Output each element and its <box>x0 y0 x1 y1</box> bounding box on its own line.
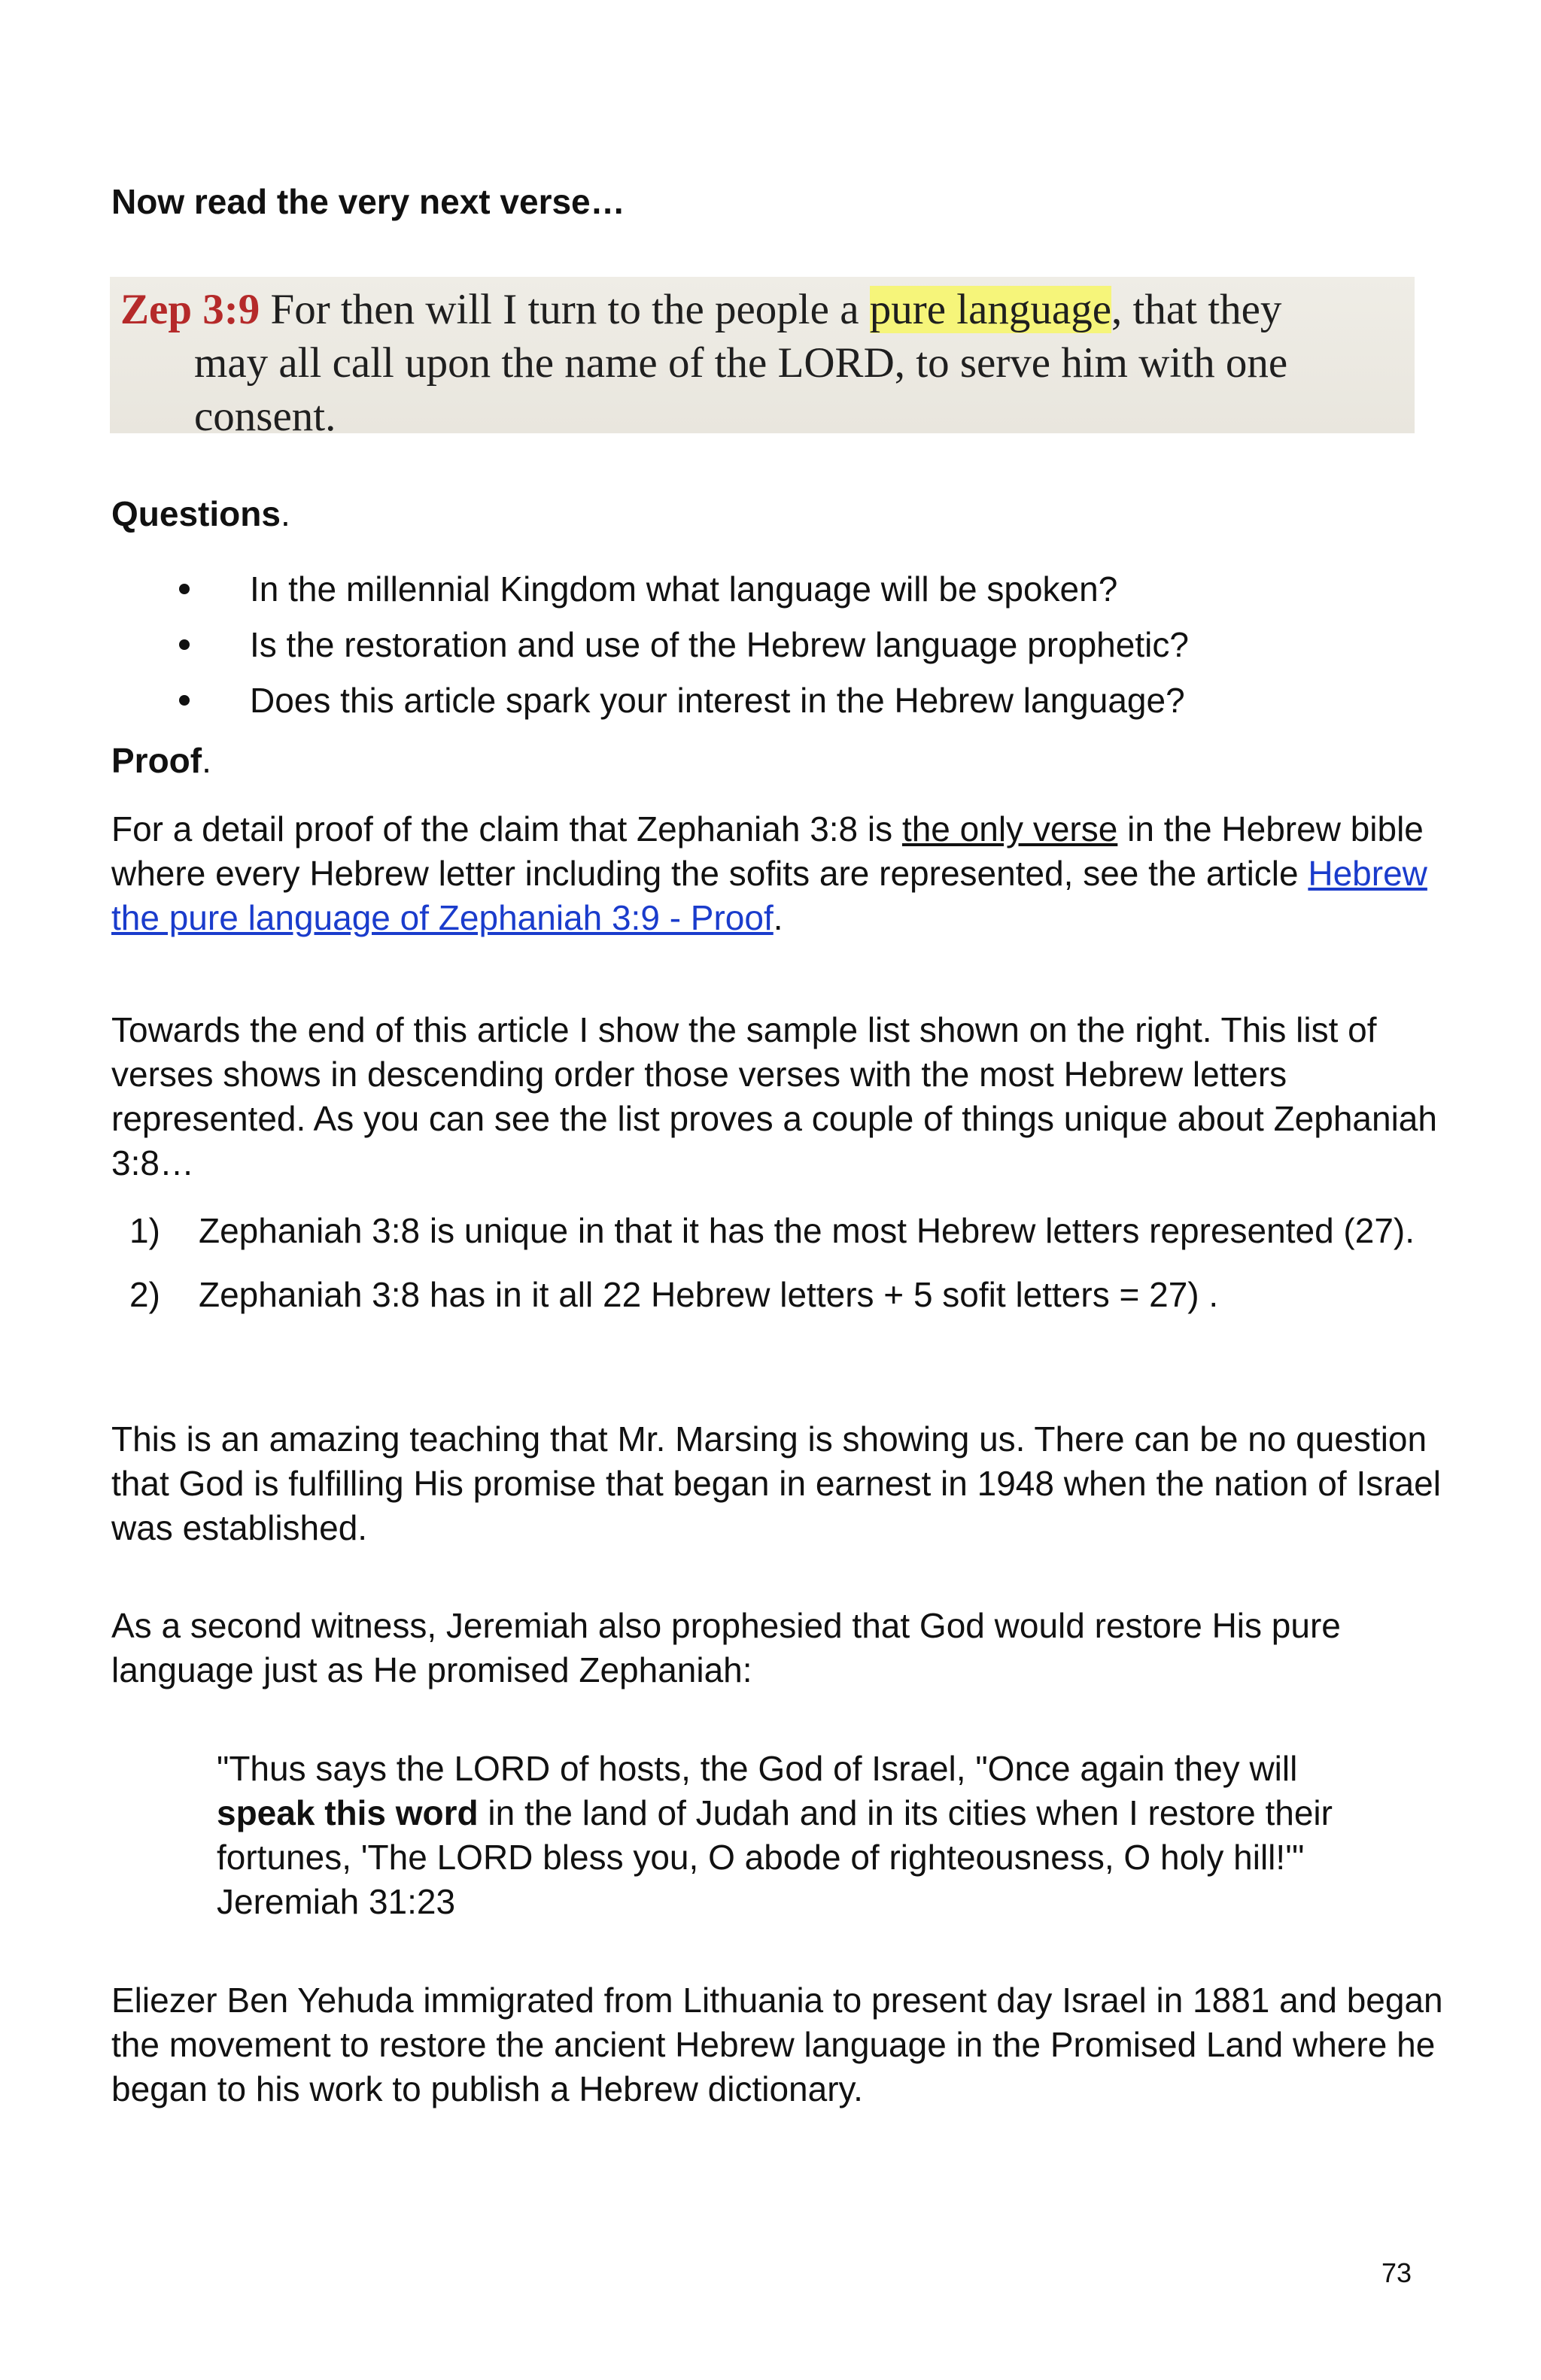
list-item-text: In the millennial Kingdom what language will be spoken? <box>250 569 1118 609</box>
bullet-icon <box>179 639 190 650</box>
intro-heading: Now read the very next verse… <box>111 182 625 221</box>
list-item <box>111 1209 1451 1253</box>
article-link[interactable]: Hebrew the pure language of Zephaniah 3:9 - Proof <box>111 854 1427 937</box>
paragraph-text: . <box>773 898 783 937</box>
verse-text: For then will I turn to the people a <box>260 286 870 333</box>
paragraph-5: Eliezer Ben Yehuda immigrated from Lithuania to present day Israel in 1881 and began the movement to restore the ancient Hebrew language in the Promised Land where he began to his work to publish a Hebrew dictionary. <box>111 1981 1443 2108</box>
proof-heading <box>111 739 211 782</box>
list-item-text: Does this article spark your interest in the Hebrew language? <box>250 681 1185 720</box>
verse-line-1 <box>120 283 1415 336</box>
paragraph-text: in the Hebrew bible where every Hebrew letter including the sofits are represented, see the article <box>111 809 1424 893</box>
quote-text: "Thus says the LORD of hosts, the God of Israel, "Once again they will <box>217 1749 1298 1788</box>
bullet-icon <box>179 695 190 706</box>
page-number: 73 <box>1381 2257 1412 2288</box>
verse-image-box <box>110 277 1415 440</box>
quote-bold-text: speak this word <box>217 1793 479 1832</box>
list-item-text: Zephaniah 3:8 is unique in that it has the most Hebrew letters represented (27). <box>199 1211 1415 1250</box>
questions-heading <box>111 492 290 536</box>
proof-heading-punct: . <box>202 741 211 780</box>
list-item <box>111 561 1189 617</box>
proof-paragraph-1 <box>111 807 1451 940</box>
proof-paragraph-2: Towards the end of this article I show the sample list shown on the right. This list of verses shows in descending order those verses with the most Hebrew letters represented. As you can see the list proves a couple of things unique about Zephaniah 3:8… <box>111 1010 1437 1182</box>
underlined-text: the only verse <box>901 809 1118 848</box>
proof-heading-text: Proof <box>111 741 202 780</box>
verse-line-3: consent. <box>194 393 336 440</box>
verse-line-2: may all call upon the name of the LORD, to serve him with one <box>194 339 1288 387</box>
list-item <box>111 672 1189 728</box>
list-item-text: Is the restoration and use of the Hebrew language prophetic? <box>250 625 1189 664</box>
paragraph-4: As a second witness, Jeremiah also prophesied that God would restore His pure language just as He promised Zephaniah: <box>111 1606 1341 1689</box>
paragraph-text: For a detail proof of the claim that Zephaniah 3:8 is <box>111 809 902 848</box>
questions-heading-text: Questions <box>111 494 281 533</box>
verse-reference: Zep 3:9 <box>120 286 260 333</box>
list-number: 2) <box>129 1275 160 1314</box>
list-number: 1) <box>129 1211 160 1250</box>
verse-text: , that they <box>1111 286 1282 333</box>
paragraph-3: This is an amazing teaching that Mr. Marsing is showing us. There can be no question that God is fulfilling His promise that began in earnest in 1948 when the nation of Israel was established. <box>111 1419 1441 1547</box>
bullet-icon <box>179 584 190 594</box>
questions-heading-punct: . <box>280 494 290 533</box>
list-item-text: Zephaniah 3:8 has in it all 22 Hebrew letters + 5 sofit letters = 27) . <box>199 1275 1219 1314</box>
quote-text: in the land of Judah and in its cities when I restore their fortunes, 'The LORD bless you, O abode of righteousness, O holy hill!'" Jeremiah 31:23 <box>217 1793 1333 1921</box>
verse-highlight: pure language <box>869 286 1112 333</box>
list-item <box>111 617 1189 672</box>
scripture-quote <box>217 1747 1345 1924</box>
questions-list <box>111 561 1189 728</box>
numbered-list <box>111 1209 1451 1317</box>
list-item <box>111 1273 1451 1317</box>
